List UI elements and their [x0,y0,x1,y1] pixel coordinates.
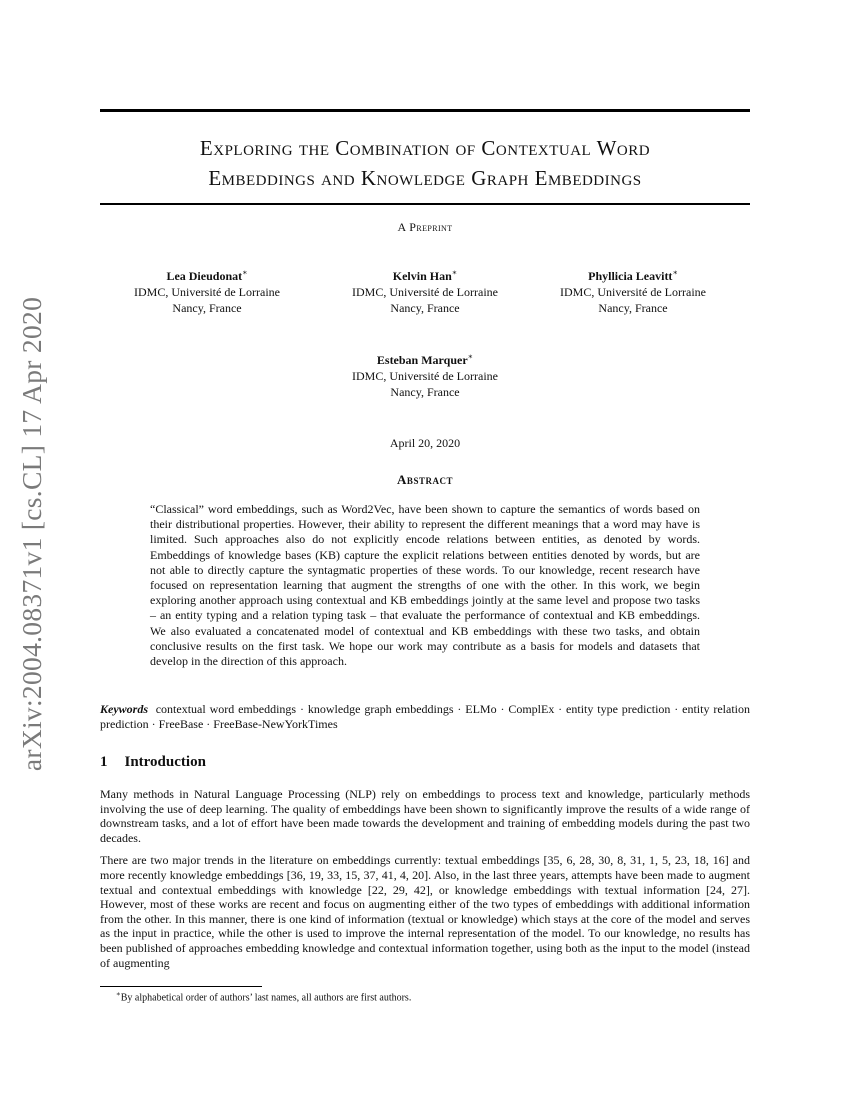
title-line-2: Embeddings and Knowledge Graph Embeddings [208,166,642,190]
title-bottom-rule [100,203,750,205]
paper-date: April 20, 2020 [389,436,461,450]
author-location: Nancy, France [390,385,460,399]
intro-paragraph-1: Many methods in Natural Language Processing (NLP) rely on embeddings to process text and knowledge, particularly methods involving the use of deep learning. The quality of embeddings have been shown to significantly improve the results of a wide range of downstream tasks, and a lot of effort have been made towards the development and training of embedding models during the past two decades. [100,787,750,845]
author-location: Nancy, France [390,301,460,315]
introduction-body [100,787,750,978]
title-line-1: Exploring the Combination of Contextual Word [199,136,651,160]
footnote-rule [100,986,262,987]
title-top-rule [100,109,750,112]
author-location: Nancy, France [598,301,668,315]
author-name: Lea Dieudonat∗ [166,268,248,283]
footnote-text: By alphabetical order of authors’ last names, all authors are first authors. [120,992,412,1004]
author-name: Kelvin Han∗ [392,268,458,283]
keywords-label: Keywords [100,702,148,716]
author-affiliation: IDMC, Université de Lorraine [560,285,706,299]
section-heading-introduction [100,754,206,771]
keywords-block [100,702,750,732]
section-number: 1 [100,754,108,770]
author-location: Nancy, France [172,301,242,315]
arxiv-id-text: arXiv:2004.08371v1 [cs.CL] 17 Apr 2020 [16,296,47,772]
abstract-heading: Abstract [397,472,453,487]
author-block-3 [533,265,733,316]
author-block-1 [107,265,307,316]
intro-paragraph-2: There are two major trends in the literature on embeddings currently: textual embeddings [35, 6, 28, 30, 8, 31, 1, 5, 23, 18, 16] and more recently knowledge embeddings [36, 19, 33, 15, 37, 41, 4, 20]. Also, in the last three years, attempts have been made to augment textual and contextual embeddings with knowledge [22, 29, 42], or knowledge embeddings with textual information [24, 27]. However, most of these works are recent and focus on augmenting either of the two types of embeddings with additional information from the other. In this manner, there is one kind of information (textual or knowledge) which stays at the core of the model and serves as the input in practice, while the other is used to improve the internal representation of the model. To our knowledge, no results has been published of approaches embedding knowledge and contextual information together, using both as the input to the model (instead of augmenting [100,853,750,970]
keywords-list: contextual word embeddings · knowledge graph embeddings · ELMo · ComplEx · entity type prediction · entity relation prediction · FreeBase · FreeBase-NewYorkTimes [100,702,750,732]
author-affiliation: IDMC, Université de Lorraine [352,369,498,383]
paper-title [100,133,750,193]
author-name: Phyllicia Leavitt∗ [588,268,678,283]
author-affiliation: IDMC, Université de Lorraine [352,285,498,299]
section-title: Introduction [124,754,206,770]
author-block-2 [325,265,525,316]
footnote [116,990,411,1003]
abstract-body: “Classical” word embeddings, such as Word2Vec, have been shown to capture the semantics of words based on their distributional properties. However, their ability to represent the different meanings that a word may have is limited. Such approaches also do not explicitly encode relations between entities, as denoted by words. Embeddings of knowledge bases (KB) capture the explicit relations between entities denoted by words, but are not able to directly capture the syntagmatic properties of these words. To our knowledge, recent research have focused on representation learning that augment the strengths of one with the other. In this work, we begin exploring another approach using contextual and KB embeddings jointly at the same level and propose two tasks – an entity typing and a relation typing task – that evaluate the performance of contextual and KB embeddings. We also evaluated a concatenated model of contextual and KB embeddings with these two tasks, and obtain conclusive results on the first task. We hope our work may contribute as a basis for models and datasets that develop in the direction of this approach. [150,502,700,669]
preprint-label: A Preprint [397,220,453,234]
footnote-mark: ∗ [116,990,121,998]
author-affiliation: IDMC, Université de Lorraine [134,285,280,299]
author-name: Esteban Marquer∗ [376,352,474,367]
arxiv-sidebar-identifier [12,296,52,772]
author-block-4 [325,349,525,400]
